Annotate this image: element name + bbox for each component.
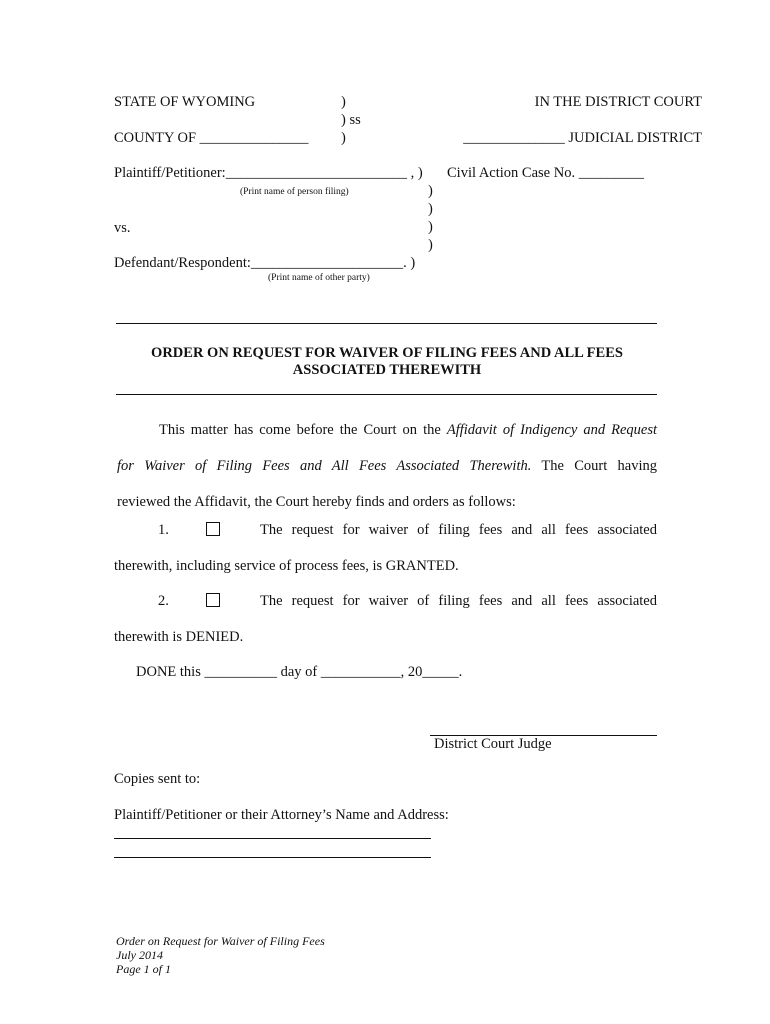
footer-form-title: Order on Request for Waiver of Filing Fees	[116, 934, 325, 948]
intro-line-1	[117, 412, 657, 448]
vs-label: vs.	[114, 220, 131, 236]
court-label: IN THE DISTRICT COURT	[534, 94, 702, 110]
intro-italic-a: Affidavit of Indigency and Request	[446, 422, 658, 438]
caption-paren: )	[428, 219, 433, 235]
granted-checkbox[interactable]	[206, 522, 220, 536]
title-bottom-rule	[116, 394, 657, 395]
item-1-number: 1.	[158, 522, 169, 538]
ss-paren-3: )	[341, 130, 346, 146]
denied-checkbox[interactable]	[206, 593, 220, 607]
item-2-line-1: The request for waiver of filing fees and all fees associated	[260, 593, 657, 609]
item-2-line-2: therewith is DENIED.	[114, 629, 244, 645]
title-top-rule	[116, 323, 657, 324]
footer-date: July 2014	[116, 948, 163, 962]
item-2-number: 2.	[158, 593, 169, 609]
intro-line-3: reviewed the Affidavit, the Court hereby finds and orders as follows:	[117, 494, 516, 510]
county-field[interactable]: COUNTY OF _______________	[114, 130, 309, 146]
order-title	[117, 345, 657, 379]
intro-text-a: This matter has come before the Court on the	[159, 422, 447, 438]
item-1-line-2: therewith, including service of process fees, is GRANTED.	[114, 558, 459, 574]
intro-text-b: The Court having	[531, 458, 657, 474]
copies-recipient-label: Plaintiff/Petitioner or their Attorney’s Name and Address:	[114, 807, 449, 823]
item-1-line-1: The request for waiver of filing fees and all fees associated	[260, 522, 657, 538]
caption-paren: )	[428, 183, 433, 199]
address-line-2[interactable]	[114, 857, 431, 858]
judicial-district-field[interactable]: ______________ JUDICIAL DISTRICT	[463, 130, 702, 146]
footer-page-number: Page 1 of 1	[116, 962, 171, 976]
intro-line-2	[117, 448, 657, 484]
intro-paragraph	[117, 412, 657, 520]
title-line-1: ORDER ON REQUEST FOR WAIVER OF FILING FEES AND ALL FEES	[151, 345, 623, 361]
ss-paren-1: )	[341, 94, 346, 110]
caption-paren: )	[428, 201, 433, 217]
case-number-field[interactable]: Civil Action Case No. _________	[447, 165, 644, 181]
done-date-field[interactable]: DONE this __________ day of ___________, 20_____.	[136, 664, 463, 680]
title-line-2: ASSOCIATED THEREWITH	[292, 362, 482, 378]
page-footer	[116, 934, 325, 976]
caption-paren: )	[428, 237, 433, 253]
defendant-note: (Print name of other party)	[268, 273, 370, 283]
state-label: STATE OF WYOMING	[114, 94, 256, 110]
intro-italic-b: for Waiver of Filing Fees and All Fees Associated Therewith.	[117, 458, 532, 474]
plaintiff-field[interactable]: Plaintiff/Petitioner:_________________________ , )	[114, 165, 423, 181]
plaintiff-note: (Print name of person filing)	[240, 187, 349, 197]
copies-label: Copies sent to:	[114, 771, 201, 787]
address-line-1[interactable]	[114, 838, 431, 839]
defendant-field[interactable]: Defendant/Respondent:_____________________. )	[114, 255, 416, 271]
judge-label: District Court Judge	[434, 736, 552, 752]
ss-label: ) ss	[341, 112, 361, 128]
